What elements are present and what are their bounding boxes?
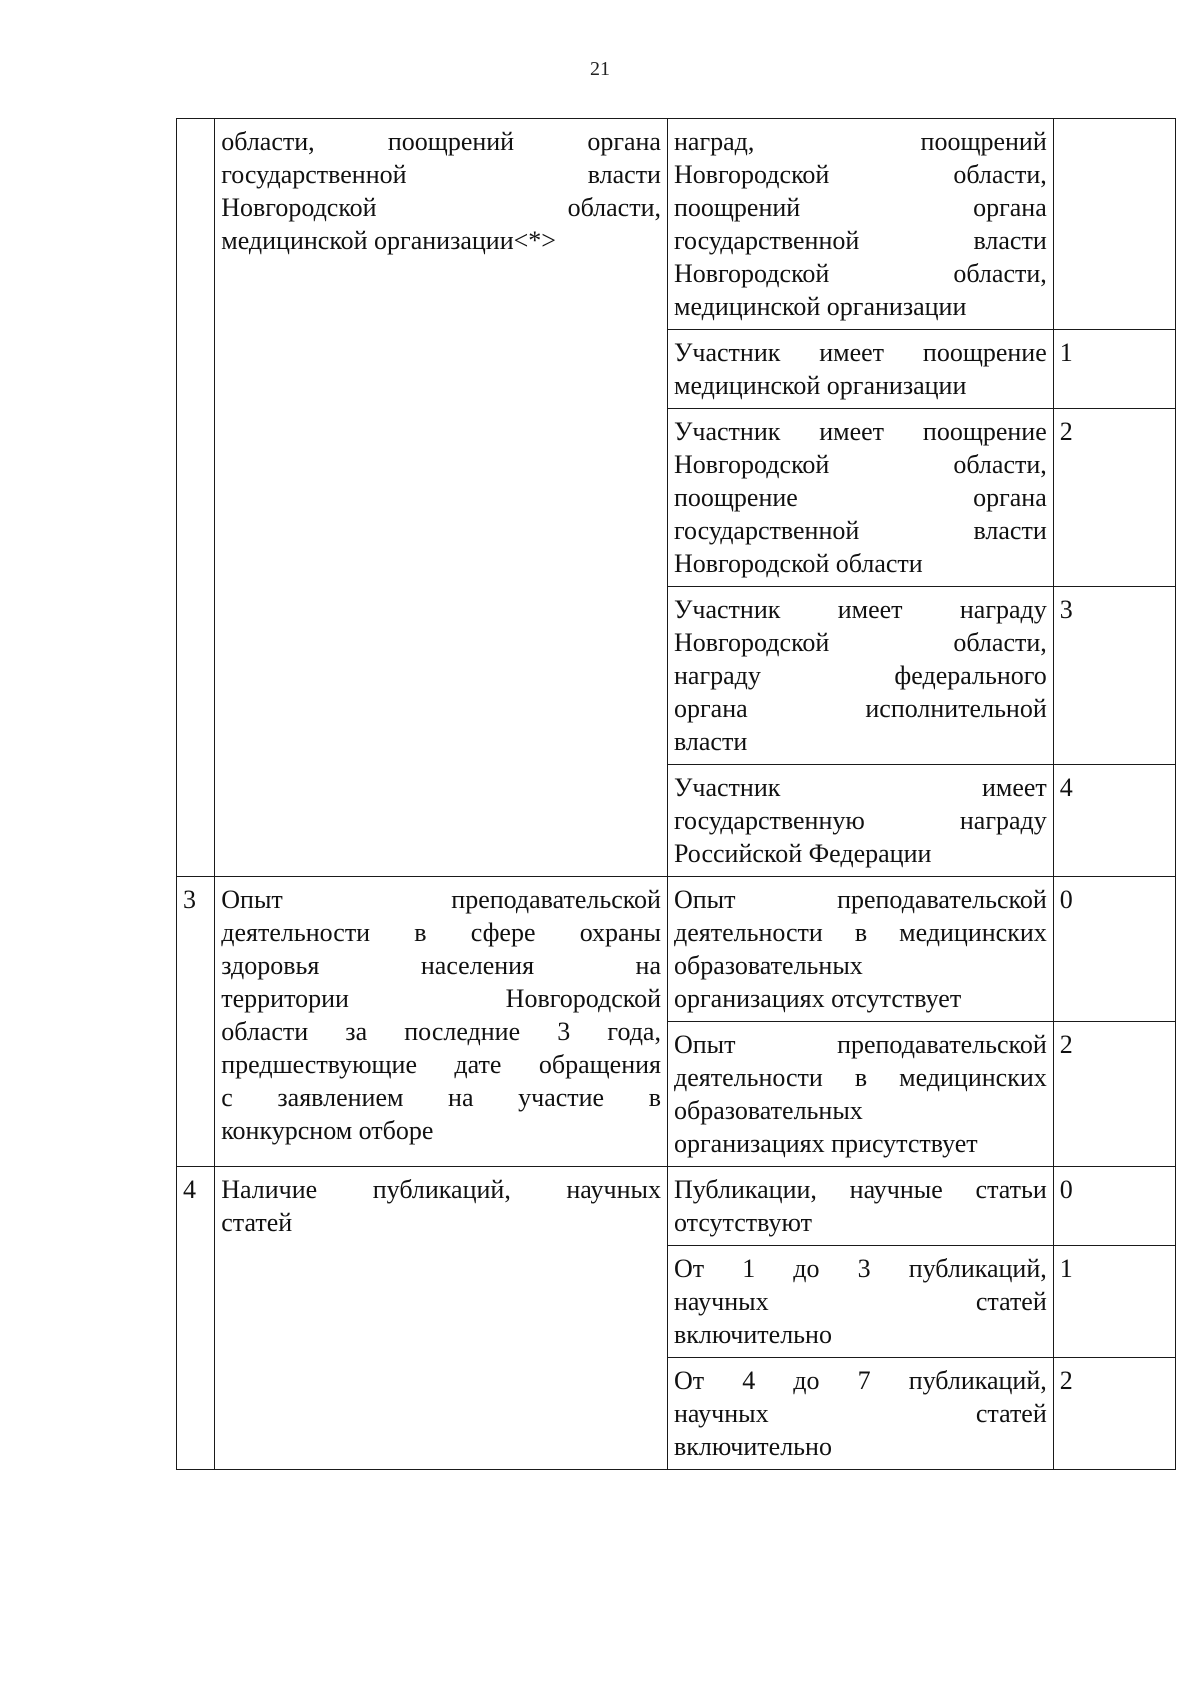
option-line: деятельности в медицинских: [673, 1063, 1047, 1092]
option-line: От 4 до 7 публикаций,: [673, 1366, 1047, 1395]
option-cell: [667, 765, 1053, 877]
option-cell: [667, 330, 1053, 409]
option-line: медицинской организации: [673, 292, 967, 321]
score-cell: 1: [1053, 1246, 1175, 1358]
option-line: власти: [673, 727, 748, 756]
option-line: Участник имеет: [673, 773, 1047, 802]
option-line: Российской Федерации: [673, 839, 932, 868]
criterion-line: деятельности в сфере охраны: [221, 918, 661, 947]
criterion-line: области за последние 3 года,: [221, 1017, 661, 1046]
option-cell: [667, 877, 1053, 1022]
option-line: От 1 до 3 публикаций,: [673, 1254, 1047, 1283]
table-row: [177, 877, 1176, 1022]
criterion-line: конкурсном отборе: [221, 1116, 434, 1145]
criterion-line: предшествующие дате обращения: [221, 1050, 661, 1079]
option-cell: [667, 409, 1053, 587]
option-cell: [667, 1246, 1053, 1358]
option-line: Опыт преподавательской: [673, 1030, 1047, 1059]
option-line: Новгородской области,: [673, 259, 1047, 288]
criterion-line: здоровья населения на: [221, 951, 661, 980]
option-line: Участник имеет поощрение: [673, 417, 1047, 446]
option-cell: [667, 1022, 1053, 1167]
criteria-table: [176, 118, 1176, 1470]
score-cell: 2: [1053, 1022, 1175, 1167]
criterion-line: территории Новгородской: [221, 984, 661, 1013]
criterion-line: с заявлением на участие в: [221, 1083, 661, 1112]
option-line: Новгородской области: [673, 549, 923, 578]
option-line: Новгородской области,: [673, 628, 1047, 657]
option-line: медицинской организации: [673, 371, 967, 400]
criterion-line: медицинской организации<*>: [221, 226, 556, 255]
score-cell: 3: [1053, 587, 1175, 765]
option-line: Опыт преподавательской: [673, 885, 1047, 914]
option-line: научных статей: [673, 1287, 1047, 1316]
option-line: Публикации, научные статьи: [673, 1175, 1047, 1204]
option-line: Участник имеет награду: [673, 595, 1047, 624]
option-line: государственную награду: [673, 806, 1047, 835]
table-row: [177, 1167, 1176, 1246]
option-line: отсутствуют: [673, 1208, 812, 1237]
criterion-cell: [215, 877, 668, 1167]
score-cell: 0: [1053, 1167, 1175, 1246]
option-line: деятельности в медицинских: [673, 918, 1047, 947]
score-cell: [1053, 119, 1175, 330]
score-cell: 0: [1053, 877, 1175, 1022]
option-line: Новгородской области,: [673, 160, 1047, 189]
option-line: награду федерального: [673, 661, 1047, 690]
page-number: 21: [590, 58, 610, 80]
criterion-line: государственной власти: [221, 160, 661, 189]
option-line: государственной власти: [673, 516, 1047, 545]
criterion-cell: [215, 1167, 668, 1470]
option-line: научных статей: [673, 1399, 1047, 1428]
option-line: поощрений органа: [673, 193, 1047, 222]
row-number: 4: [177, 1167, 215, 1470]
option-line: Участник имеет поощрение: [673, 338, 1047, 367]
score-cell: 2: [1053, 409, 1175, 587]
option-line: государственной власти: [673, 226, 1047, 255]
criterion-line: области, поощрений органа: [221, 127, 661, 156]
option-line: организациях отсутствует: [673, 984, 962, 1013]
option-line: образовательных: [673, 951, 863, 980]
option-cell: [667, 1358, 1053, 1470]
option-line: организациях присутствует: [673, 1129, 978, 1158]
criterion-line: Новгородской области,: [221, 193, 661, 222]
criterion-line: статей: [221, 1208, 293, 1237]
option-line: Новгородской области,: [673, 450, 1047, 479]
option-cell: [667, 587, 1053, 765]
row-number: [177, 119, 215, 877]
score-cell: 1: [1053, 330, 1175, 409]
score-cell: 4: [1053, 765, 1175, 877]
option-line: включительно: [673, 1320, 832, 1349]
row-number: 3: [177, 877, 215, 1167]
table-row: [177, 119, 1176, 330]
option-line: поощрение органа: [673, 483, 1047, 512]
criterion-line: Опыт преподавательской: [221, 885, 661, 914]
option-cell: [667, 119, 1053, 330]
score-cell: 2: [1053, 1358, 1175, 1470]
criterion-line: Наличие публикаций, научных: [221, 1175, 661, 1204]
option-line: наград, поощрений: [673, 127, 1047, 156]
option-line: органа исполнительной: [673, 694, 1047, 723]
option-line: образовательных: [673, 1096, 863, 1125]
criterion-cell: [215, 119, 668, 877]
option-cell: [667, 1167, 1053, 1246]
option-line: включительно: [673, 1432, 832, 1461]
